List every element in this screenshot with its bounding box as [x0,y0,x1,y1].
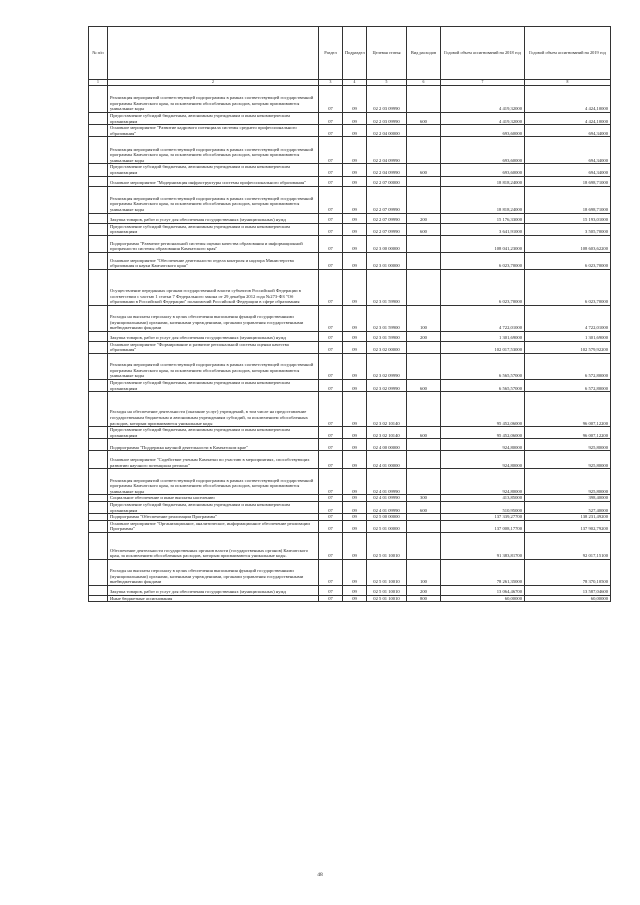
row-expense-cell: 800 [407,595,441,602]
row-2018-cell: 693,60000 [441,125,525,137]
row-target-cell: 02 2 04 00000 [367,125,407,137]
row-2019-cell: 18 698,71000 [525,186,611,213]
table-row [89,469,611,495]
row-2018-cell: 4 419,32000 [441,86,525,113]
row-target-cell: 02 2 07 09990 [367,223,407,235]
row-expense-cell [407,451,441,469]
row-section-cell: 07 [319,514,343,521]
row-2019-cell: 925,80000 [525,469,611,495]
row-number-cell [89,137,108,164]
row-2019-cell: 96 007,12200 [525,392,611,427]
row-section-cell: 07 [319,305,343,331]
row-expense-cell: 600 [407,223,441,235]
row-target-cell: 02 3 02 10140 [367,427,407,439]
table-row [89,532,611,559]
row-subsection-cell: 09 [343,125,367,137]
row-name-cell: Расходы на обеспечение деятельности (оказание услуг) учреждений, в том числе на предоставление государственным бюджетным и автономным учреждениям субсидий, за исключением обособленных расходов, которым присваиваются уникальные коды [108,392,319,427]
row-number-cell [89,559,108,585]
row-2018-cell: 102 017,53000 [441,341,525,353]
row-2018-cell: 18 818,24000 [441,176,525,186]
row-section-cell: 07 [319,501,343,513]
row-2018-cell: 13 064,46700 [441,585,525,595]
row-expense-cell [407,269,441,305]
table-row [89,427,611,439]
table-row [89,223,611,235]
column-number: 1 [89,80,108,86]
row-number-cell [89,379,108,391]
row-subsection-cell: 09 [343,223,367,235]
row-section-cell: 07 [319,469,343,495]
row-name-cell: Социальное обеспечение и иные выплаты населению [108,495,319,502]
header-section: Раздел [319,27,343,80]
row-number-cell [89,235,108,252]
row-subsection-cell: 09 [343,235,367,252]
row-expense-cell [407,392,441,427]
row-name-cell: Основное мероприятие "Формирование и развитие региональной системы оценки качества образования" [108,341,319,353]
row-section-cell: 07 [319,164,343,176]
table-row [89,213,611,223]
row-number-cell [89,451,108,469]
row-2018-cell: 137 008,17700 [441,520,525,532]
row-number-cell [89,514,108,521]
row-2019-cell: 398,40000 [525,495,611,502]
row-target-cell: 02 3 02 09990 [367,353,407,379]
row-subsection-cell: 09 [343,176,367,186]
row-name-cell: Обеспечение деятельности государственных органов власти (государственных органов) Камчатского края, за исключением обособленных расходов, которым присваиваются уникальные коды. [108,532,319,559]
row-expense-cell: 300 [407,495,441,502]
row-section-cell: 07 [319,269,343,305]
row-subsection-cell: 09 [343,495,367,502]
table-row [89,125,611,137]
table-row [89,392,611,427]
table-header-row [89,27,611,80]
row-subsection-cell: 09 [343,353,367,379]
row-expense-cell: 200 [407,585,441,595]
row-2019-cell: 694,34000 [525,164,611,176]
row-2019-cell: 137 902,79200 [525,520,611,532]
row-subsection-cell: 09 [343,439,367,451]
row-2018-cell: 413,85000 [441,495,525,502]
column-number: 2 [108,80,319,86]
row-2019-cell: 6 023,70000 [525,269,611,305]
row-subsection-cell: 09 [343,469,367,495]
row-name-cell: Подпрограмма "Развитие региональной системы оценки качества образования и информационной прозрачности системы образования Камчатского края" [108,235,319,252]
row-number-cell [89,532,108,559]
row-section-cell: 07 [319,235,343,252]
row-2019-cell: 925,80000 [525,439,611,451]
row-target-cell: 02 2 04 09990 [367,137,407,164]
row-expense-cell [407,520,441,532]
row-section-cell: 07 [319,213,343,223]
row-section-cell: 07 [319,595,343,602]
row-2019-cell: 96 007,12200 [525,427,611,439]
row-subsection-cell: 09 [343,501,367,513]
column-number: 5 [367,80,407,86]
row-name-cell: Расходы на выплаты персоналу в целях обеспечения выполнения функций государственными (муниципальными) органами, казенными учреждениями, органами управления государственными внебюджетными фондами [108,559,319,585]
row-expense-cell [407,341,441,353]
row-2019-cell: 527,40000 [525,501,611,513]
row-expense-cell: 600 [407,427,441,439]
row-2019-cell: 18 698,71000 [525,176,611,186]
header-target: Целевая статья [367,27,407,80]
row-2018-cell: 693,60000 [441,137,525,164]
row-2018-cell: 15 176,33000 [441,213,525,223]
row-section-cell: 07 [319,532,343,559]
table-row [89,235,611,252]
row-2019-cell: 138 231,49200 [525,514,611,521]
row-name-cell: Реализация мероприятий соответствующей подпрограммы в рамках соответствующей государственной программы Камчатского края, за исключением обособленных расходов, которым присваиваются уникальные коды [108,86,319,113]
budget-table [88,26,611,602]
row-name-cell: Подпрограмма "Поддержка научной деятельности в Камчатском крае" [108,439,319,451]
row-expense-cell: 600 [407,164,441,176]
row-subsection-cell: 09 [343,520,367,532]
table-row [89,353,611,379]
row-section-cell: 07 [319,451,343,469]
column-number: 6 [407,80,441,86]
row-section-cell: 07 [319,176,343,186]
row-name-cell: Реализация мероприятий соответствующей подпрограммы в рамках соответствующей государственной программы Камчатского края, за исключением обособленных расходов, которым присваиваются уникальные коды [108,137,319,164]
row-expense-cell: 600 [407,113,441,125]
row-section-cell: 07 [319,125,343,137]
row-name-cell: Основное мероприятие "Организационное, аналитическое, информационное обеспечение реализации Программы" [108,520,319,532]
table-row [89,305,611,331]
row-expense-cell: 600 [407,379,441,391]
row-2019-cell: 694,34000 [525,137,611,164]
row-expense-cell [407,186,441,213]
row-2019-cell: 6 023,70000 [525,252,611,269]
row-2019-cell: 6 572,80000 [525,353,611,379]
row-target-cell: 02 5 01 10010 [367,532,407,559]
row-target-cell: 02 5 01 10010 [367,585,407,595]
row-subsection-cell: 09 [343,451,367,469]
row-target-cell: 02 2 03 09990 [367,86,407,113]
row-expense-cell [407,176,441,186]
row-number-cell [89,585,108,595]
row-2018-cell: 6 565,57000 [441,379,525,391]
header-name [108,27,319,80]
row-subsection-cell: 09 [343,86,367,113]
page-number: 48 [317,872,323,878]
table-row [89,451,611,469]
row-section-cell: 07 [319,495,343,502]
row-target-cell: 02 3 01 59900 [367,331,407,341]
row-target-cell: 02 5 01 00000 [367,520,407,532]
row-target-cell: 02 3 00 00000 [367,235,407,252]
row-name-cell: Предоставление субсидий бюджетным, автономным учреждениям и иным некоммерческим организациям [108,501,319,513]
row-name-cell: Предоставление субсидий бюджетным, автономным учреждениям и иным некоммерческим организациям [108,427,319,439]
row-number-cell [89,125,108,137]
row-expense-cell [407,514,441,521]
row-name-cell: Закупка товаров, работ и услуг для обеспечения государственных (муниципальных) нужд [108,331,319,341]
header-expense: Вид расходов [407,27,441,80]
row-name-cell: Реализация мероприятий соответствующей подпрограммы в рамках соответствующей государственной программы Камчатского края, за исключением обособленных расходов, которым присваиваются уникальные коды [108,186,319,213]
row-target-cell: 02 3 01 59900 [367,305,407,331]
row-subsection-cell: 09 [343,186,367,213]
table-row [89,520,611,532]
row-2018-cell: 60,00000 [441,595,525,602]
row-name-cell: Осуществление переданных органам государственной власти субъектов Российской Федерации в соответствии с частью 1 статьи 7 Федерального закона от 29 декабря 2012 года №273-ФЗ "Об образовании в Российской Федерации" полномочий Российской Федерации в сфере образования [108,269,319,305]
row-number-cell [89,186,108,213]
row-target-cell: 02 4 00 00000 [367,439,407,451]
row-2018-cell: 693,60000 [441,164,525,176]
row-2019-cell: 6 572,80000 [525,379,611,391]
row-section-cell: 07 [319,86,343,113]
row-2019-cell: 15 193,01000 [525,213,611,223]
table-row [89,514,611,521]
row-expense-cell: 200 [407,331,441,341]
table-row [89,331,611,341]
table-row [89,164,611,176]
table-body [89,86,611,602]
table-row [89,439,611,451]
row-number-cell [89,305,108,331]
row-subsection-cell: 09 [343,137,367,164]
row-name-cell: Основное мероприятие "Модернизация инфраструктуры системы профессионального образования" [108,176,319,186]
row-subsection-cell: 09 [343,559,367,585]
header-no: № п/п [89,27,108,80]
row-target-cell: 02 3 02 10140 [367,392,407,427]
row-expense-cell [407,469,441,495]
row-target-cell: 02 2 07 00000 [367,176,407,186]
row-section-cell: 07 [319,439,343,451]
header-2019: Годовой объем ассигнований на 2019 год [525,27,611,80]
row-2019-cell: 4 722,01000 [525,305,611,331]
row-name-cell: Предоставление субсидий бюджетным, автономным учреждениям и иным некоммерческим организациям [108,379,319,391]
row-target-cell: 02 2 07 09990 [367,186,407,213]
column-number: 3 [319,80,343,86]
row-section-cell: 07 [319,137,343,164]
table-row [89,379,611,391]
row-2018-cell: 137 339,27700 [441,514,525,521]
row-name-cell: Реализация мероприятий соответствующей подпрограммы в рамках соответствующей государственной программы Камчатского края, за исключением обособленных расходов, которым присваиваются уникальные коды [108,353,319,379]
row-2019-cell: 92 017,15100 [525,532,611,559]
row-name-cell: Предоставление субсидий бюджетным, автономным учреждениям и иным некоммерческим организациям [108,164,319,176]
row-expense-cell [407,125,441,137]
row-section-cell: 07 [319,223,343,235]
row-subsection-cell: 09 [343,514,367,521]
row-2018-cell: 6 023,70000 [441,269,525,305]
row-subsection-cell: 09 [343,392,367,427]
row-2018-cell: 6 023,70000 [441,252,525,269]
row-name-cell: Реализация мероприятий соответствующей подпрограммы в рамках соответствующей государственной программы Камчатского края, за исключением обособленных расходов, которым присваиваются уникальные коды [108,469,319,495]
row-section-cell: 07 [319,379,343,391]
row-target-cell: 02 3 02 09990 [367,379,407,391]
table-row [89,86,611,113]
row-name-cell: Основное мероприятие "Развитие кадрового потенциала системы среднего профессионального образования" [108,125,319,137]
row-number-cell [89,520,108,532]
row-number-cell [89,164,108,176]
row-2019-cell: 4 424,10000 [525,86,611,113]
row-target-cell: 02 3 01 59900 [367,269,407,305]
row-2019-cell: 13 587,04600 [525,585,611,595]
header-subsection: Подраздел [343,27,367,80]
row-target-cell: 02 4 01 09990 [367,495,407,502]
row-name-cell: Основное мероприятие "Обеспечение деятельности отдела контроля и надзора Министерства образования и науки Камчатского края" [108,252,319,269]
row-number-cell [89,501,108,513]
row-number-cell [89,331,108,341]
table-row [89,252,611,269]
row-name-cell: Закупка товаров, работ и услуг для обеспечения государственных (муниципальных) нужд [108,213,319,223]
row-2018-cell: 4 419,32000 [441,113,525,125]
row-section-cell: 07 [319,585,343,595]
row-name-cell: Предоставление субсидий бюджетным, автономным учреждениям и иным некоммерческим организациям [108,113,319,125]
row-number-cell [89,213,108,223]
row-name-cell: Расходы на выплаты персоналу в целях обеспечения выполнения функций государственными (муниципальными) органами, казенными учреждениями, органами управления государственными внебюджетными фондами [108,305,319,331]
column-number: 8 [525,80,611,86]
table-row [89,137,611,164]
row-expense-cell [407,235,441,252]
row-target-cell: 02 3 01 00000 [367,252,407,269]
row-expense-cell [407,353,441,379]
row-2019-cell: 3 505,70000 [525,223,611,235]
row-section-cell: 07 [319,520,343,532]
row-target-cell: 02 2 04 09990 [367,164,407,176]
row-target-cell: 02 5 01 10010 [367,595,407,602]
row-2018-cell: 924,80000 [441,439,525,451]
row-subsection-cell: 09 [343,532,367,559]
column-number: 7 [441,80,525,86]
row-target-cell: 02 2 07 09990 [367,213,407,223]
row-2019-cell: 78 370,10500 [525,559,611,585]
row-subsection-cell: 09 [343,164,367,176]
row-number-cell [89,439,108,451]
row-target-cell: 02 2 03 09990 [367,113,407,125]
row-2019-cell: 4 424,10000 [525,113,611,125]
row-number-cell [89,595,108,602]
table-row [89,269,611,305]
row-subsection-cell: 09 [343,252,367,269]
row-target-cell: 02 4 01 09990 [367,501,407,513]
row-name-cell: Предоставление субсидий бюджетным, автономным учреждениям и иным некоммерческим организациям [108,223,319,235]
row-number-cell [89,223,108,235]
row-name-cell: Подпрограмма "Обеспечение реализации Программы" [108,514,319,521]
row-2019-cell: 60,00000 [525,595,611,602]
row-2018-cell: 1 301,69000 [441,331,525,341]
row-number-cell [89,392,108,427]
row-2018-cell: 91 383,81700 [441,532,525,559]
row-target-cell: 02 5 00 00000 [367,514,407,521]
row-subsection-cell: 09 [343,213,367,223]
row-expense-cell [407,137,441,164]
row-expense-cell [407,532,441,559]
row-subsection-cell: 09 [343,331,367,341]
row-2018-cell: 78 261,35000 [441,559,525,585]
row-section-cell: 07 [319,559,343,585]
table-row [89,113,611,125]
row-expense-cell: 200 [407,213,441,223]
row-section-cell: 07 [319,341,343,353]
column-number: 4 [343,80,367,86]
table-row [89,559,611,585]
row-expense-cell [407,252,441,269]
row-2018-cell: 510,95000 [441,501,525,513]
row-number-cell [89,252,108,269]
row-target-cell: 02 4 01 09990 [367,469,407,495]
table-row [89,341,611,353]
row-target-cell: 02 4 01 00000 [367,451,407,469]
row-2019-cell: 1 301,69000 [525,331,611,341]
table-row [89,495,611,502]
row-number-cell [89,269,108,305]
row-target-cell: 02 3 02 00000 [367,341,407,353]
row-2018-cell: 6 565,57000 [441,353,525,379]
row-number-cell [89,469,108,495]
row-subsection-cell: 09 [343,305,367,331]
row-expense-cell: 600 [407,501,441,513]
row-section-cell: 07 [319,113,343,125]
row-2018-cell: 95 452,06000 [441,392,525,427]
row-name-cell: Иные бюджетные ассигнования [108,595,319,602]
row-number-cell [89,176,108,186]
row-2019-cell: 102 579,92200 [525,341,611,353]
row-section-cell: 07 [319,252,343,269]
row-subsection-cell: 09 [343,595,367,602]
row-2018-cell: 3 641,91000 [441,223,525,235]
row-number-cell [89,495,108,502]
table-row [89,186,611,213]
row-2019-cell: 925,80000 [525,451,611,469]
row-section-cell: 07 [319,331,343,341]
row-section-cell: 07 [319,392,343,427]
row-number-cell [89,113,108,125]
row-name-cell: Закупка товаров, работ и услуг для обеспечения государственных (муниципальных) нужд [108,585,319,595]
row-subsection-cell: 09 [343,341,367,353]
row-2018-cell: 95 452,06000 [441,427,525,439]
row-subsection-cell: 09 [343,269,367,305]
row-2018-cell: 18 818,24000 [441,186,525,213]
row-number-cell [89,427,108,439]
row-section-cell: 07 [319,353,343,379]
row-expense-cell: 100 [407,559,441,585]
row-number-cell [89,86,108,113]
row-2018-cell: 108 041,23000 [441,235,525,252]
row-expense-cell: 100 [407,305,441,331]
table-row [89,501,611,513]
row-subsection-cell: 09 [343,379,367,391]
row-subsection-cell: 09 [343,427,367,439]
row-section-cell: 07 [319,427,343,439]
row-expense-cell [407,86,441,113]
row-section-cell: 07 [319,186,343,213]
row-2018-cell: 924,80000 [441,451,525,469]
row-name-cell: Основное мероприятие "Содействие ученым Камчатки по участию в мероприятиях, способствующих развитию научного потенциала региона" [108,451,319,469]
row-subsection-cell: 09 [343,113,367,125]
row-2018-cell: 4 722,01000 [441,305,525,331]
row-target-cell: 02 5 01 10010 [367,559,407,585]
table-row [89,585,611,595]
row-2018-cell: 924,80000 [441,469,525,495]
row-2019-cell: 694,34000 [525,125,611,137]
row-2019-cell: 108 603,62200 [525,235,611,252]
row-expense-cell [407,439,441,451]
row-number-cell [89,353,108,379]
table-row [89,595,611,602]
row-number-cell [89,341,108,353]
table-row [89,176,611,186]
row-subsection-cell: 09 [343,585,367,595]
header-2018: Годовой объем ассигнований на 2018 год [441,27,525,80]
